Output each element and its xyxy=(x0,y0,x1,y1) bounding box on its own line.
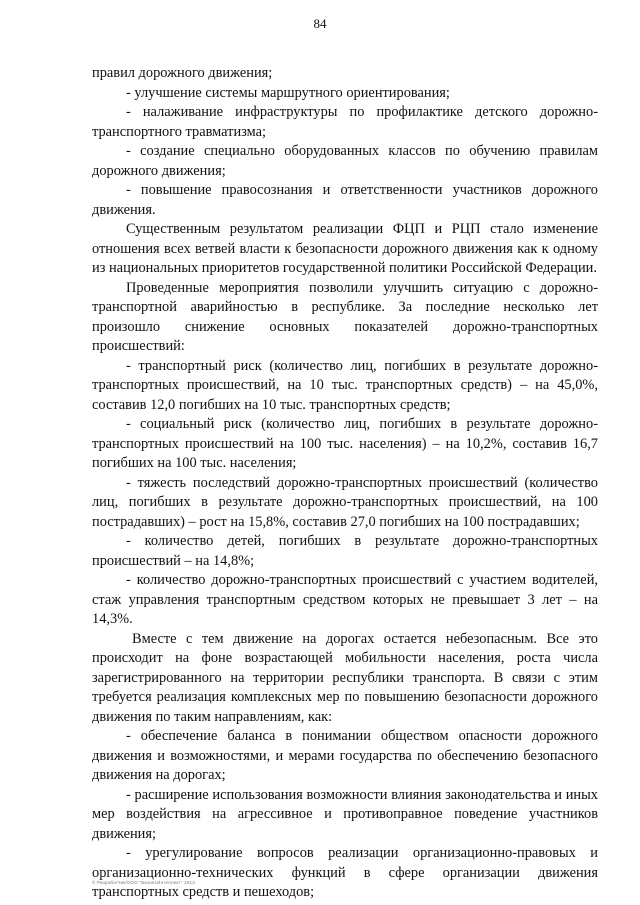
list-item: - обеспечение баланса в понимании обществом опасности дорожного движения и возможностями, и мерами государства по обеспечению безопасного движения на дорогах; xyxy=(92,728,598,783)
footer-note: © Разработчик/ООО "БизнесИнтеллект" 2013 xyxy=(92,880,195,885)
list-item: - повышение правосознания и ответственности участников дорожного движения. xyxy=(92,182,598,218)
document-body xyxy=(92,64,598,903)
list-item: - расширение использования возможности влияния законодательства и иных мер воздействия на агрессивное и противоправное поведение участников движения; xyxy=(92,786,598,842)
paragraph: Проведенные мероприятия позволили улучшить ситуацию с дорожно-транспортной аварийностью в республике. За последние несколько лет произошло снижение основных показателей дорожно-транспортных происшествий: xyxy=(92,279,598,354)
list-item: - урегулирование вопросов реализации организационно-правовых и организационно-технических функций в сфере организации движения транспортных средств и пешеходов; xyxy=(92,845,598,900)
list-item: - социальный риск (количество лиц, погибших в результате дорожно-транспортных происшествий на 100 тыс. населения) – на 10,2%, составив 16,7 погибших на 100 тыс. населения; xyxy=(92,416,598,471)
list-item: - тяжесть последствий дорожно-транспортных происшествий (количество лиц, погибших в результате дорожно-транспортных происшествий, на 100 пострадавших) – рост на 15,8%, составив 27,0 погибших на 100 пострадавших; xyxy=(92,474,598,530)
list-item: - количество детей, погибших в результате дорожно-транспортных происшествий – на 14,8%; xyxy=(92,533,598,569)
list-item: - создание специально оборудованных классов по обучению правилам дорожного движения; xyxy=(92,143,598,179)
paragraph: Существенным результатом реализации ФЦП и РЦП стало изменение отношения всех ветвей власти к безопасности дорожного движения как к одному из национальных приоритетов государственной политики Российской Федерации. xyxy=(92,221,598,276)
paragraph: Вместе с тем движение на дорогах остается небезопасным. Все это происходит на фоне возрастающей мобильности населения, роста числа зарегистрированного на территории республики транспорта. В связи с этим требуется реализация комплексных мер по повышению безопасности дорожного движения по таким направлениям, как: xyxy=(92,630,598,725)
list-item: - количество дорожно-транспортных происшествий с участием водителей, стаж управления транспортным средством которых не превышает 3 лет – на 14,3%. xyxy=(92,572,598,627)
paragraph: правил дорожного движения; xyxy=(92,65,273,81)
list-item: - налаживание инфраструктуры по профилактике детского дорожно-транспортного травматизма; xyxy=(92,104,598,140)
list-item: - транспортный риск (количество лиц, погибших в результате дорожно-транспортных происшествий, на 10 тыс. транспортных средств) – на 45,0%, составив 12,0 погибших на 10 тыс. транспортных средств; xyxy=(92,357,598,413)
page-number: 84 xyxy=(313,16,327,31)
list-item: - улучшение системы маршрутного ориентирования; xyxy=(126,84,450,101)
